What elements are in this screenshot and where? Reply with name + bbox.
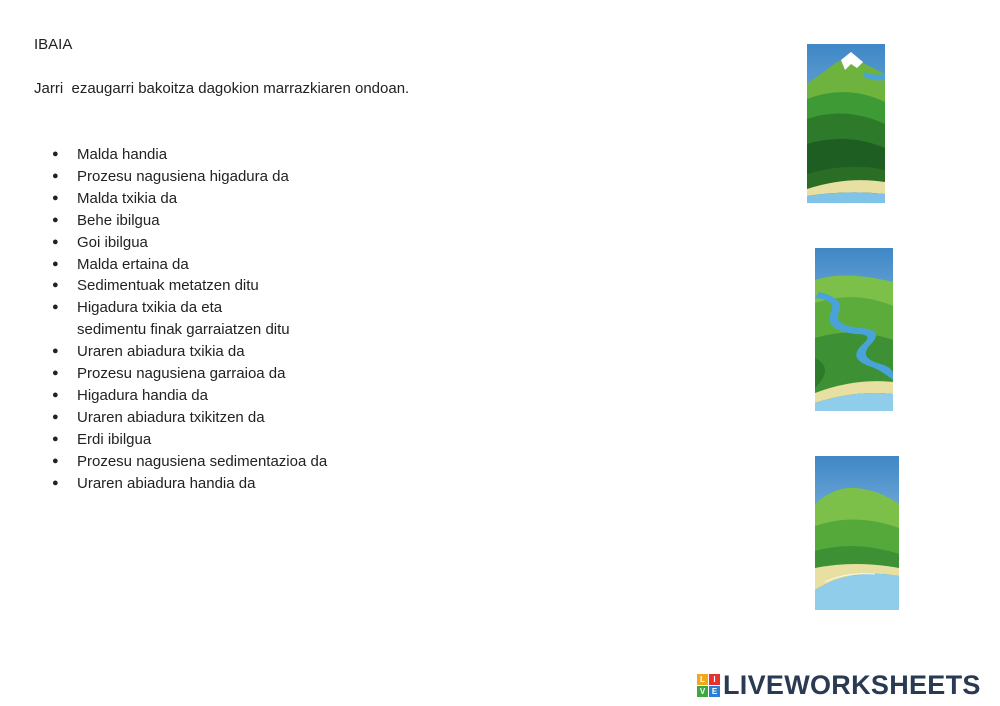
list-item: ● Erdi ibilgua — [52, 429, 327, 451]
logo-mark-letter: E — [709, 686, 720, 697]
list-item: ● Prozesu nagusiena sedimentazioa da — [52, 451, 327, 473]
list-item: ● Malda txikia da — [52, 188, 327, 210]
list-item: ● Higadura txikia da eta — [52, 297, 327, 319]
instruction-text: Jarri ezaugarri bakoitza dagokion marrazkiaren ondoan. — [34, 80, 410, 97]
feature-list — [52, 144, 327, 495]
list-item: ● Malda handia — [52, 144, 327, 166]
list-item: ● Uraren abiadura txikia da — [52, 341, 327, 363]
logo-text: LIVEWORKSHEETS — [723, 670, 981, 700]
logo-mark-letter: V — [697, 686, 708, 697]
list-item: ● Higadura handia da — [52, 385, 327, 407]
list-item-continuation: sedimentu finak garraiatzen ditu — [77, 321, 290, 339]
list-item: ● Sedimentuak metatzen ditu — [52, 275, 327, 297]
lower-course-delta-image — [815, 456, 899, 610]
upper-course-mountain-image — [807, 44, 885, 203]
list-item: ● Uraren abiadura handia da — [52, 473, 327, 495]
list-item: ● Behe ibilgua — [52, 210, 327, 232]
liveworksheets-logo — [697, 670, 981, 701]
list-item: ● Prozesu nagusiena higadura da — [52, 166, 327, 188]
list-item: ● Uraren abiadura txikitzen da — [52, 407, 327, 429]
logo-mark-icon — [697, 674, 720, 697]
list-item: ● Goi ibilgua — [52, 232, 327, 254]
page-title: IBAIA — [34, 36, 73, 53]
list-item: ● Malda ertaina da — [52, 254, 327, 276]
logo-mark-letter: L — [697, 674, 708, 685]
logo-mark-letter: I — [709, 674, 720, 685]
middle-course-meander-image — [815, 248, 893, 411]
list-item: ● Prozesu nagusiena garraioa da — [52, 363, 327, 385]
